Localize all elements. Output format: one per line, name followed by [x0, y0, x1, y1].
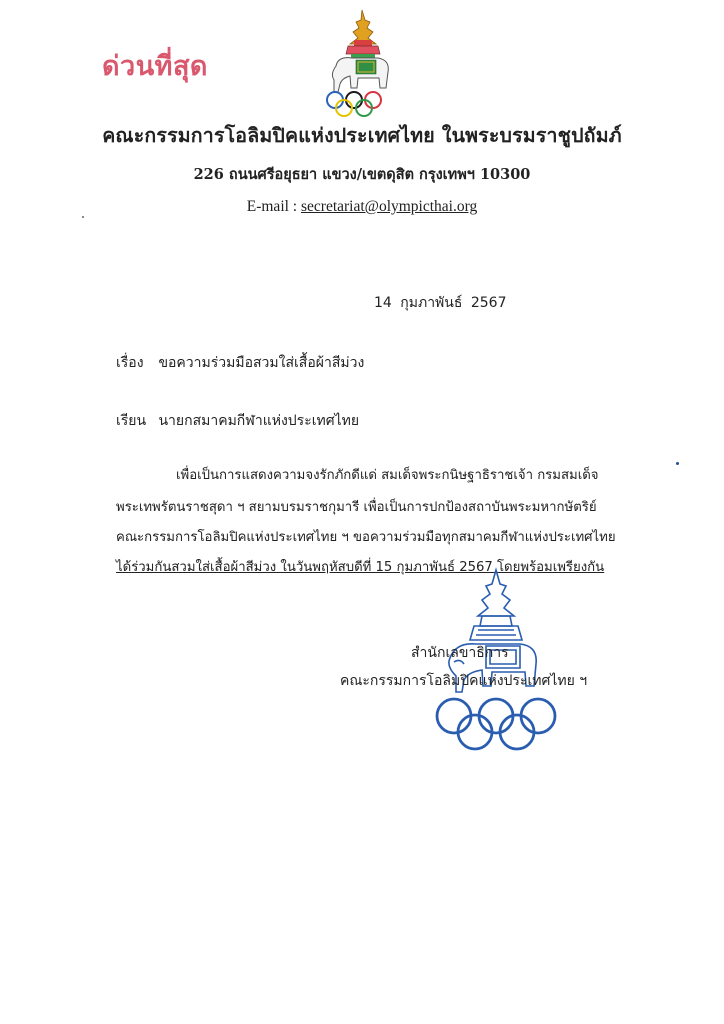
signature-office: สำนักเลขาธิการ	[411, 645, 509, 661]
body-line-underlined: ได้ร่วมกันสวมใส่เสื้อผ้าสีม่วง ในวันพฤหัสบดีที่ 15 กุมภาพันธ์ 2567 โดยพร้อมเพรียงกัน	[116, 560, 605, 575]
body-line: พระเทพรัตนราชสุดา ฯ สยามบรมราชกุมารี เพื่อเป็นการปกป้องสถาบันพระมหากษัตริย์	[116, 500, 597, 515]
subject-row	[116, 352, 364, 374]
body-line: คณะกรรมการโอลิมปิคแห่งประเทศไทย ฯ ขอความร่วมมือทุกสมาคมกีฬาแห่งประเทศไทย	[116, 530, 616, 545]
email-label: E-mail :	[246, 198, 298, 215]
letter-date: 14 กุมภาพันธ์ 2567	[374, 295, 507, 311]
scan-speck	[676, 462, 679, 465]
olympic-elephant-emblem-icon	[318, 8, 408, 120]
scan-speck	[82, 216, 84, 218]
salutation-text: นายกสมาคมกีฬาแห่งประเทศไทย	[158, 413, 360, 429]
body-line: เพื่อเป็นการแสดงความจงรักภักดีแด่ สมเด็จพระกนิษฐาธิราชเจ้า กรมสมเด็จ	[176, 468, 599, 483]
organization-address: 226 ถนนศรีอยุธยา แขวง/เขตดุสิต กรุงเทพฯ 10300	[193, 166, 531, 183]
subject-text: ขอความร่วมมือสวมใส่เสื้อผ้าสีม่วง	[158, 355, 365, 371]
email-line	[0, 198, 724, 216]
subject-label: เรื่อง	[116, 355, 144, 371]
email-link[interactable]: secretariat@olympicthai.org	[301, 198, 478, 215]
organization-name: คณะกรรมการโอลิมปิคแห่งประเทศไทย ในพระบรมราชูปถัมภ์	[102, 124, 622, 147]
salutation-row	[116, 410, 359, 432]
salutation-label: เรียน	[116, 413, 147, 429]
urgency-heading: ด่วนที่สุด	[102, 51, 208, 82]
signature-organization: คณะกรรมการโอลิมปิคแห่งประเทศไทย ฯ	[340, 673, 588, 689]
